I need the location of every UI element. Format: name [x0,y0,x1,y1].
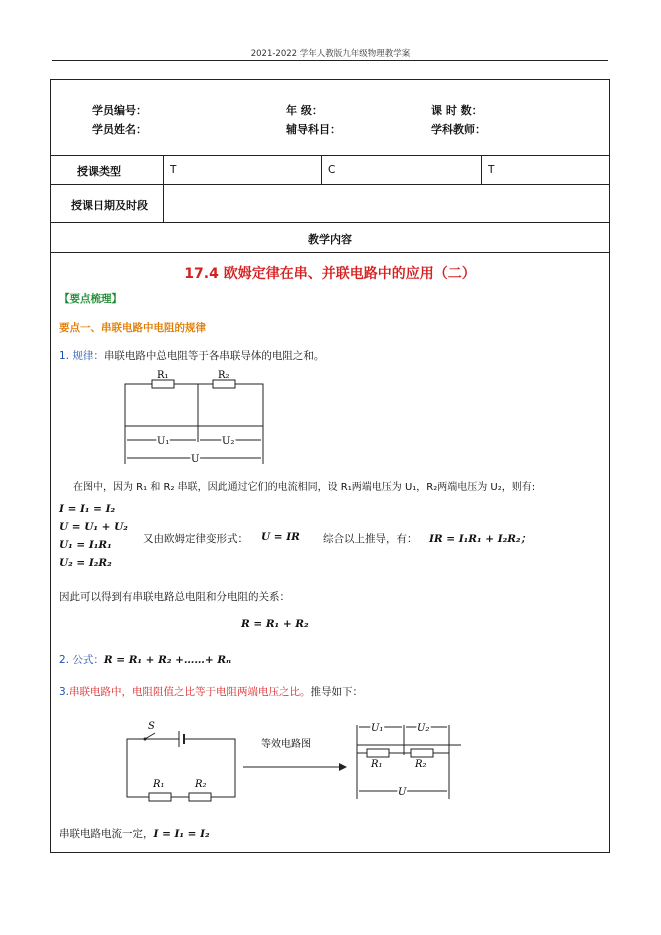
para1: 在图中，因为 R₁ 和 R₂ 串联，因此通过它们的电流相同，设 R₁两端电压为 U₁，R₂两端电压为 U₂，则有: [73,482,536,493]
point3-text-red: 串联电路中，电阻阻值之比等于电阻两端电压之比。 [69,686,311,698]
combine-text: 综合以上推导，有： [323,533,418,545]
lesson-date-row [51,185,609,223]
lesson-type-t2: T [488,164,495,176]
last-eq: I = I₁ = I₂ [153,828,210,840]
eq-u1: U₁ = I₁R₁ [59,539,112,551]
combine-eq: IR = I₁R₁ + I₂R₂； [429,533,532,545]
point3-text-end: 推导如下： [310,686,364,698]
point3-line [59,684,363,699]
circuit2-right-r1 [367,749,389,757]
lesson-table [50,79,610,853]
lessons-label: 课 时 数： [431,104,483,117]
circuit2-u2-label: U₂ [417,723,430,734]
circuit2-u1-label: U₁ [371,723,384,734]
eq-current: I = I₁ = I₂ [59,503,116,515]
equivalent-circuit-diagram [121,717,461,809]
lesson-date-label: 授课日期及时段 [71,199,148,212]
last-line [59,826,210,841]
point3-num: 3. [59,686,70,698]
lesson-type-label: 授课类型 [77,165,121,178]
resistor-r1 [152,380,174,388]
circuit1-u2-label: U₂ [222,436,235,447]
lesson-type-c: C [328,164,336,176]
student-no-label: 学员编号： [92,104,147,117]
subject-label: 辅导科目： [286,123,341,136]
switch-label: S [148,721,155,732]
formula-num: 2. 公式： [59,654,104,666]
circuit2-r1-label: R₁ [153,779,165,790]
circuit2-r2-label: R₂ [195,779,207,790]
grade-label: 年 级： [286,104,323,117]
lesson-type-t1: T [170,164,177,176]
teaching-content-row [51,223,609,253]
circuit2-resistor-r1 [149,793,171,801]
eq-voltage: U = U₁ + U₂ [59,521,128,533]
student-name-label: 学员姓名： [92,123,147,136]
ohm-text: 又由欧姆定律变形式： [143,533,248,545]
rule1-line [59,348,324,363]
eq-u2: U₂ = I₂R₂ [59,557,112,569]
formula-line [59,652,231,667]
resistor-r2 [213,380,235,388]
last-text: 串联电路电流一定， [59,828,154,840]
formula-eq: R = R₁ + R₂ +……+ Rₙ [103,654,231,666]
teacher-label: 学科教师： [431,123,486,136]
lesson-type-row [51,156,609,185]
circuit1-u-label: U [191,454,200,465]
lesson-title: 17.4 欧姆定律在串、并联电路中的应用（二） [184,266,476,282]
circuit1-r2-label: R₂ [218,370,230,381]
conclusion-text: 因此可以得到有串联电路总电阻和分电阻的关系： [59,591,290,603]
circuit2-u-label: U [398,787,407,798]
rule1-num: 1. 规律： [59,350,104,362]
circuit2-right-r1-label: R₁ [371,759,383,770]
circuit2-right-r2-label: R₂ [415,759,427,770]
point1-heading: 要点一、串联电路中电阻的规律 [59,322,206,334]
series-circuit-diagram [119,370,269,466]
circuit2-right-r2 [411,749,433,757]
teaching-content-heading: 教学内容 [308,233,352,246]
equivalent-arrow-label: 等效电路图 [261,739,311,750]
student-info-row [51,80,609,156]
circuit1-r1-label: R₁ [157,370,169,381]
key-points-heading: 【要点梳理】 [59,293,122,305]
circuit2-resistor-r2 [189,793,211,801]
ohm-eq: U = IR [261,531,300,543]
rule1-text: 串联电路中总电阻等于各串联导体的电阻之和。 [103,350,325,362]
circuit1-u1-label: U₁ [157,436,170,447]
conclusion-eq: R = R₁ + R₂ [241,618,309,630]
page-header: 2021-2022 学年人教版九年级物理教学案 [250,49,411,59]
header-divider [52,60,608,61]
